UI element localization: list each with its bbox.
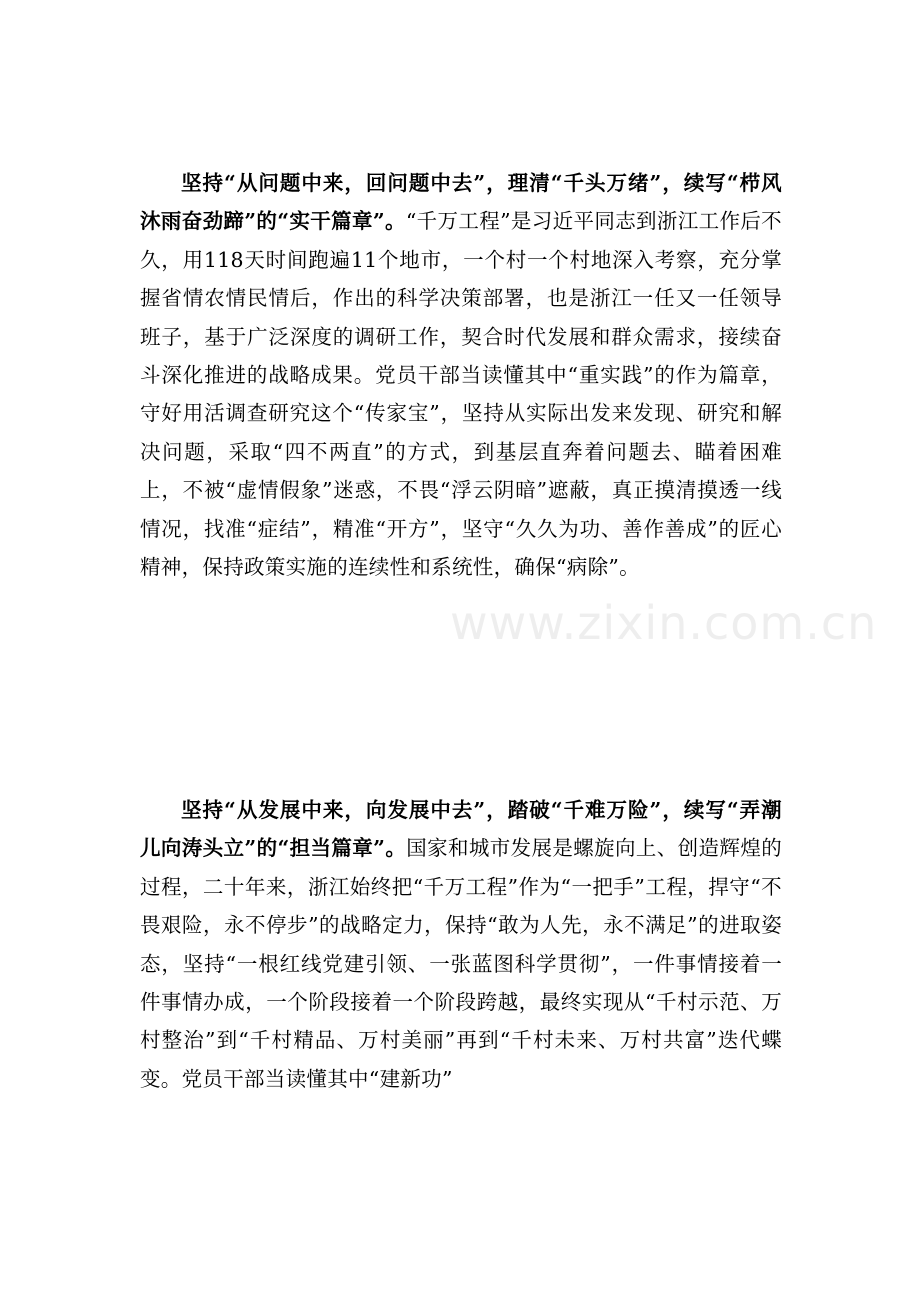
paragraph-1 (140, 164, 782, 586)
paragraph-1-heading: 坚持“从问题中来，回问题中去”，理清“千头万绪”，续写“栉风沐雨奋劲蹄”的“实干篇章”。 (140, 171, 782, 234)
watermark: www.zixin.com.cn (450, 596, 878, 650)
paragraph-2 (140, 791, 782, 1098)
paragraph-2-heading: 坚持“从发展中来，向发展中去”，踏破“千难万险”，续写“弄潮儿向涛头立”的“担当篇章”。 (140, 798, 782, 861)
paragraph-2-body: 国家和城市发展是螺旋向上、创造辉煌的过程，二十年来，浙江始终把“千万工程”作为“一把手”工程，捍守“不畏艰险，永不停步”的战略定力，保持“敢为人先，永不满足”的进取姿态，坚持“一根红线党建引领、一张蓝图科学贯彻”，一件事情接着一件事情办成，一个阶段接着一个阶段跨越，最终实现从“千村示范、万村整治”到“千村精品、万村美丽”再到“千村未来、万村共富”迭代蝶变。党员干部当读懂其中“建新功” (140, 836, 782, 1091)
paragraph-1-body: “千万工程”是习近平同志到浙江工作后不久，用118天时间跑遍11个地市，一个村一个村地深入考察，充分掌握省情农情民情后，作出的科学决策部署，也是浙江一任又一任领导班子，基于广泛深度的调研工作，契合时代发展和群众需求，接续奋斗深化推进的战略成果。党员干部当读懂其中“重实践”的作为篇章，守好用活调查研究这个“传家宝”，坚持从实际出发来发现、研究和解决问题，采取“四不两直”的方式，到基层直奔着问题去、瞄着困难上，不被“虚情假象”迷惑，不畏“浮云阴暗”遮蔽，真正摸清摸透一线情况，找准“症结”，精准“开方”，坚守“久久为功、善作善成”的匠心精神，保持政策实施的连续性和系统性，确保“病除”。 (140, 209, 782, 580)
